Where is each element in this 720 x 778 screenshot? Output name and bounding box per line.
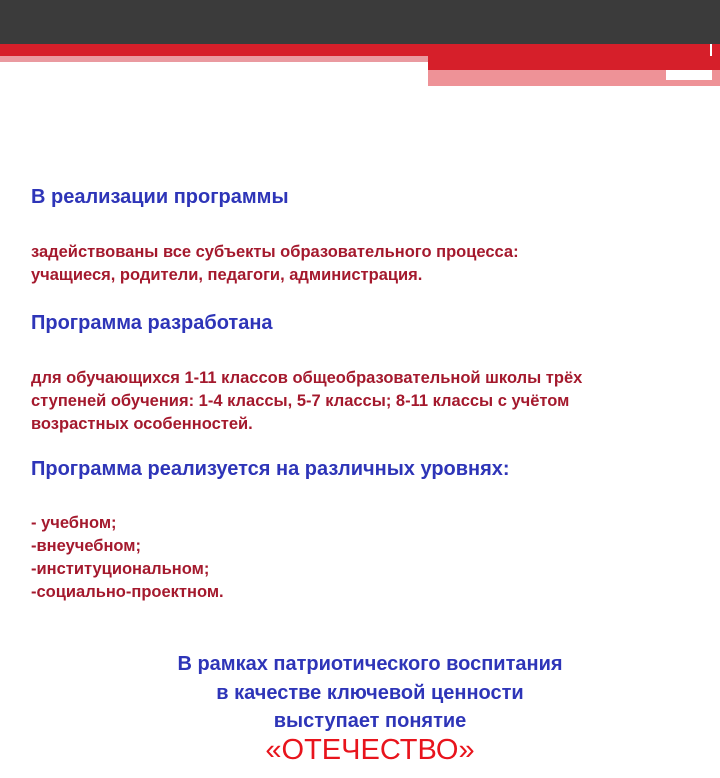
paragraph-line: задействованы все субъекты образовательного процесса: — [31, 243, 519, 261]
footer-statement — [0, 650, 720, 736]
highlight-word: «ОТЕЧЕСТВО» — [265, 734, 475, 766]
header-pink-strip — [580, 80, 720, 86]
heading-implementation: В реализации программы — [31, 186, 289, 208]
list-item: - учебном; — [31, 514, 117, 532]
levels-list — [31, 512, 224, 604]
paragraph-line: возрастных особенностей. — [31, 415, 253, 433]
heading-levels: Программа реализуется на различных уровнях: — [31, 458, 510, 480]
paragraph-line: учащиеся, родители, педагоги, администрация. — [31, 266, 423, 284]
paragraph-line: для обучающихся 1-11 классов общеобразовательной школы трёх — [31, 369, 583, 387]
paragraph-line: ступеней обучения: 1-4 классы, 5-7 классы; 8-11 классы с учётом — [31, 392, 570, 410]
heading-developed: Программа разработана — [31, 312, 273, 334]
header-dark-bar — [0, 0, 720, 44]
footer-line: выступает понятие — [273, 710, 467, 732]
paragraph-audience — [31, 367, 582, 436]
header-pink-end — [712, 70, 720, 86]
paragraph-participants — [31, 241, 519, 287]
footer-line: в качестве ключевой ценности — [216, 681, 524, 704]
footer-line: В рамках патриотического воспитания — [177, 653, 563, 675]
header-red-bar-end — [712, 44, 720, 56]
header-light-red-bar — [0, 56, 428, 62]
list-item: -институциональном; — [31, 560, 210, 578]
list-item: -внеучебном; — [31, 537, 141, 555]
list-item: -социально-проектном. — [31, 583, 224, 601]
header-red-block — [428, 56, 720, 70]
header-red-bar — [0, 44, 710, 56]
